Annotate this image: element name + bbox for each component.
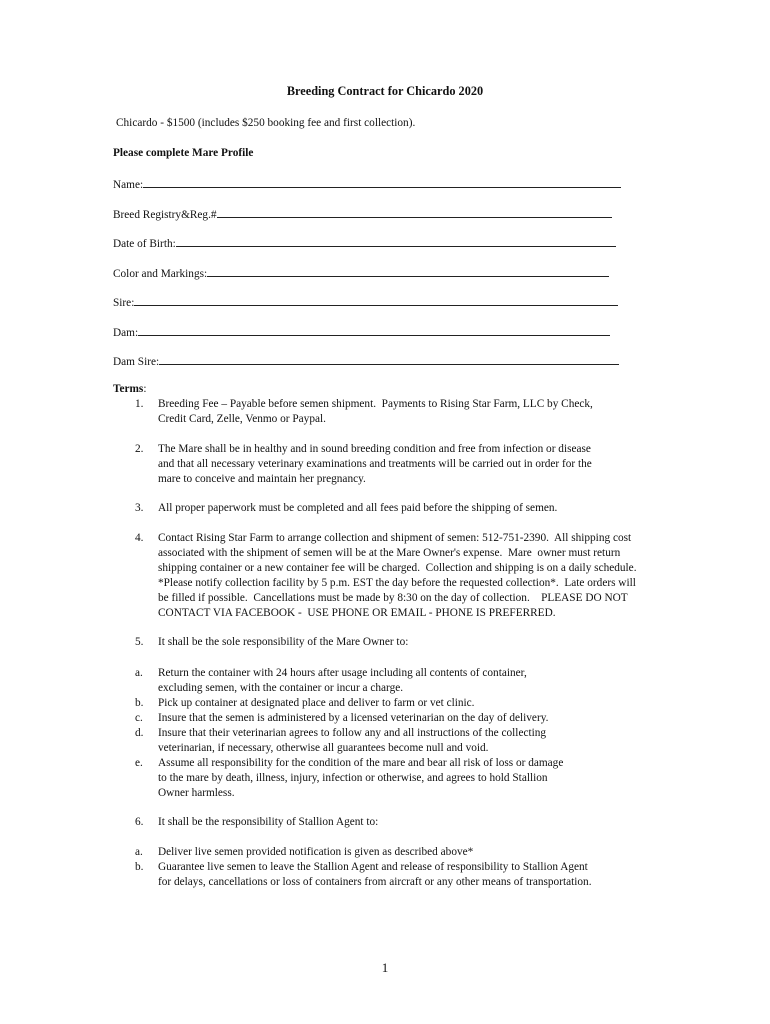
term-text: Contact Rising Star Farm to arrange collection and shipment of semen: 512-751-2390. All shipping cost associated with the shipment of semen will be at the Mare Owner's expense. Mare owner must return shipping container or a new container fee will be charged. Collection and shipping is on a daily schedule. *Please notify collection facility by 5 p.m. EST the day before the requested collection*. Late orders will be filled if possible. Cancellations must be made by 8:30 on the day of collection. PLEASE DO NOT CONTACT VIA FACEBOOK - USE PHONE OR EMAIL - PHONE IS PREFERRED. <box>158 532 637 619</box>
terms-heading <box>113 382 146 397</box>
term-number: 1. <box>135 398 144 410</box>
sub-item-text: Assume all responsibility for the condition of the mare and bear all risk of loss or damage to the mare by death, illness, injury, infection or otherwise, and agrees to hold Stallion Owner harmless. <box>158 757 564 799</box>
term-number: 4. <box>135 532 144 544</box>
field-label: Dam Sire: <box>113 356 160 368</box>
field-label: Sire: <box>113 297 135 309</box>
field-label: Breed Registry&Reg.# <box>113 209 217 221</box>
dam-sire-blank[interactable] <box>159 353 619 365</box>
price-line: Chicardo - $1500 (includes $250 booking fee and first collection). <box>116 117 416 129</box>
term-number: 5. <box>135 636 144 648</box>
sub-item-letter: e. <box>135 757 143 769</box>
date-of-birth-blank[interactable] <box>176 235 616 247</box>
sub-item-text: Insure that their veterinarian agrees to follow any and all instructions of the collecting veterinarian, if necessary, otherwise all guarantees become null and void. <box>158 727 547 754</box>
sub-item-letter: a. <box>135 667 143 679</box>
field-label: Name: <box>113 179 144 191</box>
page-number: 1 <box>381 960 389 975</box>
color-markings-field[interactable] <box>113 265 609 282</box>
term-text: It shall be the responsibility of Stallion Agent to: <box>158 816 379 828</box>
date-of-birth-field[interactable] <box>113 235 616 252</box>
term-text: Breeding Fee – Payable before semen shipment. Payments to Rising Star Farm, LLC by Check, Credit Card, Zelle, Venmo or Paypal. <box>158 398 593 425</box>
sub-item-text: Guarantee live semen to leave the Stallion Agent and release of responsibility to Stallion Agent for delays, cancellations or loss of containers from aircraft or any other means of transportation. <box>158 861 592 888</box>
name-blank[interactable] <box>143 176 621 188</box>
field-label: Date of Birth: <box>113 238 176 250</box>
sub-item-text: Deliver live semen provided notification is given as described above* <box>158 846 474 858</box>
dam-sire-field[interactable] <box>113 353 619 370</box>
term-text: It shall be the sole responsibility of the Mare Owner to: <box>158 636 409 648</box>
sub-item-letter: b. <box>135 861 144 873</box>
sub-item-letter: c. <box>135 712 143 724</box>
dam-blank[interactable] <box>138 324 610 336</box>
term-number: 2. <box>135 443 144 455</box>
name-field[interactable] <box>113 176 621 193</box>
sub-item-letter: b. <box>135 697 144 709</box>
field-label: Dam: <box>113 327 139 339</box>
field-label: Color and Markings: <box>113 268 208 280</box>
profile-heading: Please complete Mare Profile <box>113 147 254 159</box>
term-text: All proper paperwork must be completed and all fees paid before the shipping of semen. <box>158 502 558 514</box>
term-number: 6. <box>135 816 144 828</box>
term-text: The Mare shall be in healthy and in sound breeding condition and free from infection or disease and that all necessary veterinary examinations and treatments will be carried out in order for the mare to conceive and maintain her pregnancy. <box>158 443 592 485</box>
dam-field[interactable] <box>113 324 610 341</box>
sub-item-text: Insure that the semen is administered by a licensed veterinarian on the day of delivery. <box>158 712 549 724</box>
breed-registry-field[interactable] <box>113 206 612 223</box>
color-markings-blank[interactable] <box>207 265 609 277</box>
terms-colon: : <box>143 383 147 395</box>
sub-item-letter: d. <box>135 727 144 739</box>
sub-item-text: Return the container with 24 hours after usage including all contents of container, excluding semen, with the container or incur a charge. <box>158 667 527 694</box>
sub-item-letter: a. <box>135 846 143 858</box>
sub-item-text: Pick up container at designated place and deliver to farm or vet clinic. <box>158 697 475 709</box>
sire-field[interactable] <box>113 294 618 311</box>
sire-blank[interactable] <box>134 294 618 306</box>
term-number: 3. <box>135 502 144 514</box>
terms-label: Terms <box>113 383 144 395</box>
document-title: Breeding Contract for Chicardo 2020 <box>286 84 484 98</box>
breed-registry-blank[interactable] <box>217 206 612 218</box>
